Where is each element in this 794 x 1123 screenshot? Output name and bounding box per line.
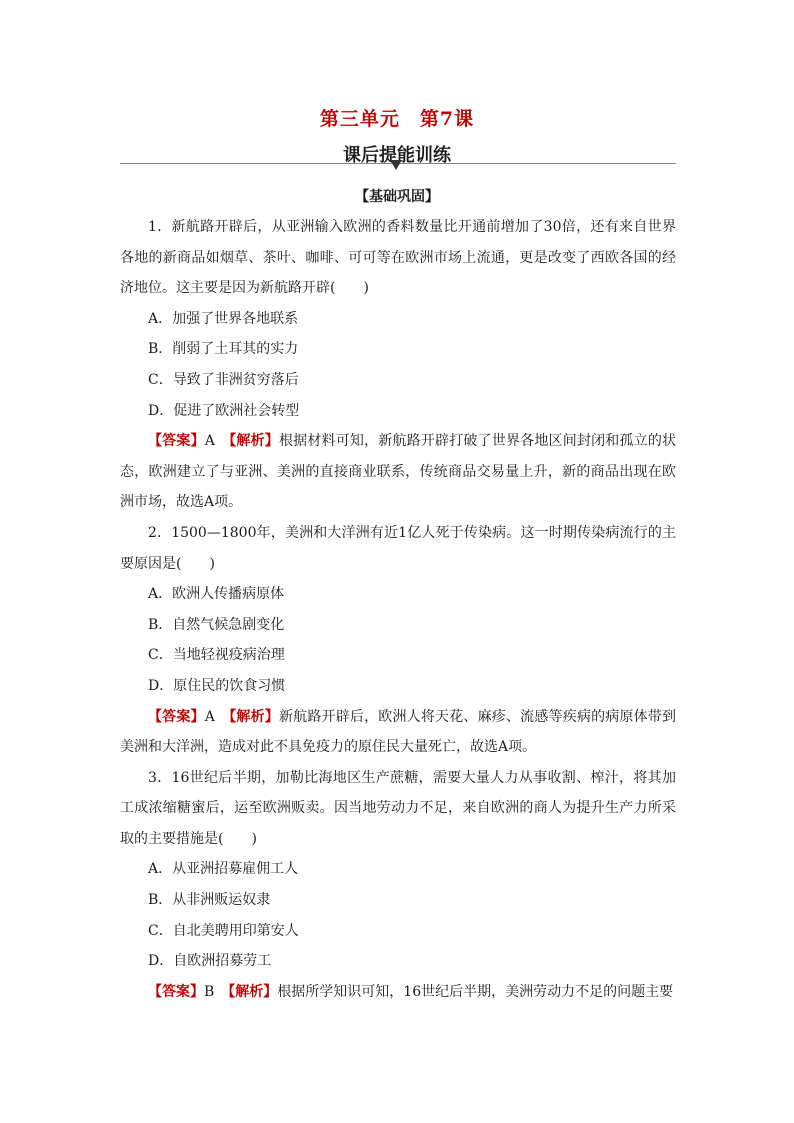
triangle-down-icon (390, 160, 402, 170)
option-b: B．从非洲贩运奴隶 (148, 892, 271, 909)
question-stem: 1．新航路开辟后，从亚洲输入欧洲的香料数量比开通前增加了30倍，还有来自世界各地的新商品如烟草、茶叶、咖啡、可可等在欧洲市场上流通，更是改变了西欧各国的经济地位。这主要是因为新航路开辟( ) (120, 219, 676, 297)
option-d: D．自欧洲招募劳工 (148, 953, 272, 970)
option-a: A．从亚洲招募雇佣工人 (148, 861, 299, 878)
option-d: D．促进了欧洲社会转型 (148, 402, 300, 419)
option-c: C．自北美聘用印第安人 (148, 922, 299, 939)
answer-value: B (204, 983, 215, 1000)
answer-label: 【答案】 (148, 708, 205, 725)
question-1 (120, 212, 676, 518)
analysis-label: 【解析】 (229, 433, 279, 450)
analysis-label: 【解析】 (229, 708, 279, 725)
answer-block (120, 426, 676, 518)
section-heading: 【基础巩固】 (355, 189, 439, 205)
option-c: C．导致了非洲贫穷落后 (148, 371, 299, 388)
option-b: B．自然气候急剧变化 (148, 616, 285, 633)
option-d: D．原住民的饮食习惯 (148, 677, 286, 694)
option-c: C．当地轻视疫病治理 (148, 647, 285, 664)
answer-block (120, 977, 676, 1008)
option-b: B．削弱了土耳其的实力 (148, 341, 299, 358)
answer-value: A (204, 708, 215, 725)
analysis-text: 新航路开辟后，欧洲人将天花、麻疹、流感等疾病的病原体带到美洲和大洋洲，造成对此不具免疫力的原住民大量死亡，故选A项。 (120, 708, 677, 756)
question-list (120, 212, 676, 1007)
analysis-text: 根据所学知识可知，16世纪后半期，美洲劳动力不足的问题主要 (277, 983, 674, 1000)
option-a: A．加强了世界各地联系 (148, 310, 299, 327)
answer-block (120, 702, 676, 763)
unit-title: 第三单元 第7课 (319, 108, 475, 130)
answer-value: A (204, 433, 215, 450)
page-subtitle: 课后提能训练 (343, 145, 451, 166)
question-stem: 3．16世纪后半期，加勒比海地区生产蔗糖，需要大量人力从事收割、榨汁，将其加工成浓缩糖蜜后，运至欧洲贩卖。因当地劳动力不足，来自欧洲的商人为提升生产力所采取的主要措施是( ) (120, 769, 676, 847)
option-a: A．欧洲人传播病原体 (148, 586, 285, 603)
question-stem: 2．1500—1800年，美洲和大洋洲有近1亿人死于传染病。这一时期传染病流行的主要原因是( ) (120, 524, 676, 572)
question-3 (120, 763, 676, 1008)
analysis-label: 【解析】 (228, 983, 278, 1000)
answer-label: 【答案】 (148, 433, 205, 450)
question-2 (120, 518, 676, 763)
answer-label: 【答案】 (148, 983, 204, 1000)
analysis-text: 根据材料可知，新航路开辟打破了世界各地区间封闭和孤立的状态，欧洲建立了与亚洲、美洲的直接商业联系，传统商品交易量上升，新的商品出现在欧洲市场，故选A项。 (120, 433, 677, 511)
